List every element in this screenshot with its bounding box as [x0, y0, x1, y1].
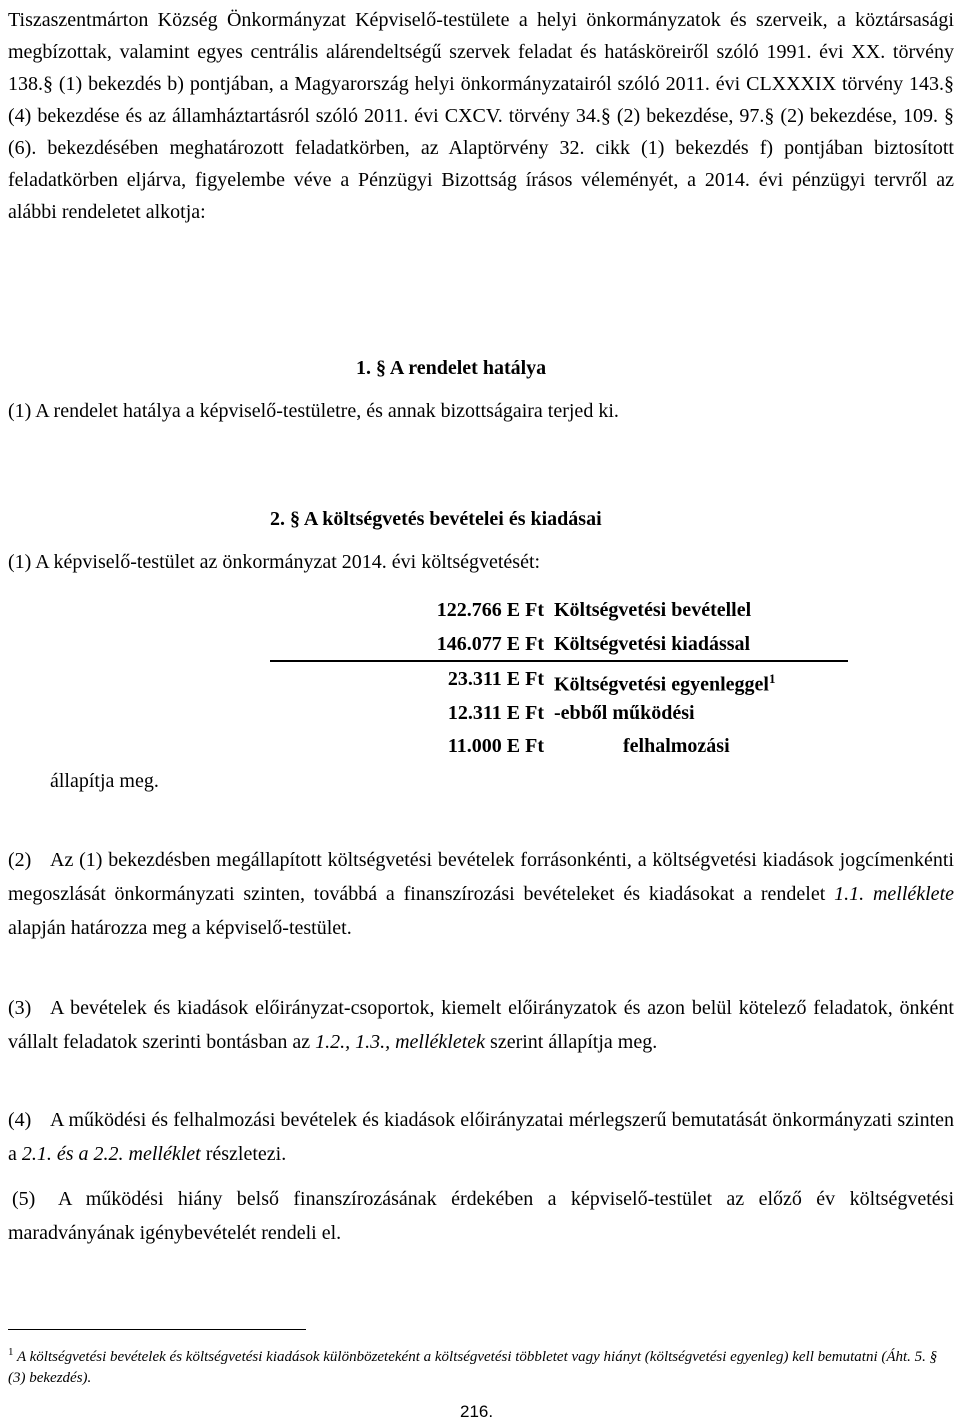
budget-row: [396, 698, 841, 728]
paragraph-text: szerint állapítja meg.: [485, 1031, 658, 1053]
budget-description: -ebből működési: [554, 702, 695, 724]
paragraph-text: alapján határozza meg a képviselő-testület.: [8, 917, 352, 939]
paragraph-number: (3): [8, 997, 32, 1019]
section-2-paragraph-1: (1) A képviselő-testület az önkormányzat 2014. évi költségvetését:: [8, 551, 541, 573]
budget-row: [396, 731, 841, 761]
paragraph-reference: 2.1. és a 2.2. melléklet: [21, 1143, 201, 1165]
preamble-paragraph: Tiszaszentmárton Község Önkormányzat Képviselő-testülete a helyi önkormányzatok és szerveik, a köztársasági megbízottak, valamint egyes centrális alárendeltségű szervek feladat és hatásköreiről szóló 1991. évi XX. törvény 138.§ (1) bekezdés b) pontjában, a Magyarország helyi önkormányzatairól szóló 2011. évi CLXXXIX törvény 143.§ (4) bekezdése és az államháztartásról szóló 2011. évi CXCV. törvény 34.§ (2) bekezdése, 97.§ (2) bekezdése, 109. § (6). bekezdésében meghatározott feladatkörben, az Alaptörvény 32. cikk (1) bekezdés f) pontjában biztosított feladatkörben eljárva, figyelembe véve a Pénzügyi Bizottság írásos véleményét, a 2014. évi pénzügyi tervről az alábbi rendeletet alkotja:: [8, 9, 954, 223]
budget-row: [396, 595, 841, 625]
section-2-paragraph-5: [8, 1182, 954, 1250]
budget-row: [396, 664, 851, 694]
budget-description: [554, 664, 775, 700]
budget-description: Költségvetési bevétellel: [554, 599, 752, 621]
footnote-text: A költségvetési bevételek és költségvetési kiadások különbözeteként a költségvetési többletet vagy hiányt (költségvetési egyenleg) kell bemutatni (Áht. 5. § (3) bekezdés).: [8, 1349, 938, 1386]
page-number: 216.: [460, 1402, 494, 1421]
sum-rule: [270, 660, 848, 662]
budget-description-text: Költségvetési egyenleggel: [554, 673, 769, 696]
paragraph-reference: 1.2., 1.3., mellékletek: [315, 1031, 486, 1053]
footnote-mark: 1: [8, 1346, 14, 1358]
paragraph-text: A működési hiány belső finanszírozásának érdekében a képviselő-testület az előző év költségvetési maradványának igénybevételét rendeli el.: [8, 1188, 954, 1244]
section-2-paragraph-3: [8, 991, 954, 1059]
paragraph-text: részletezi.: [200, 1143, 287, 1165]
paragraph-number: (5): [12, 1188, 36, 1210]
footnote-separator: [8, 1329, 306, 1330]
budget-amount: 146.077 E Ft: [436, 633, 544, 655]
section-2-paragraph-4: [8, 1103, 954, 1171]
budget-amount: 122.766 E Ft: [436, 599, 544, 621]
section-1-title: 1. § A rendelet hatálya: [356, 357, 547, 379]
paragraph-reference: 1.1. melléklete: [834, 883, 954, 905]
paragraph-text: A működési és felhalmozási bevételek és kiadások előirányzatai mérlegszerű bemutatását önkormányzati szinten a: [8, 1109, 954, 1165]
budget-amount: 11.000 E Ft: [447, 735, 544, 757]
budget-description: felhalmozási: [623, 735, 730, 757]
section-2-paragraph-2: [8, 843, 954, 945]
paragraph-number: (4): [8, 1109, 32, 1131]
paragraph-text: Az (1) bekezdésben megállapított költségvetési bevételek forrásonkénti, a költségvetési kiadások jogcímenkénti megoszlását önkormányzati szinten, továbbá a finanszírozási bevételeket és kiadásokat a rendelet: [8, 849, 954, 905]
budget-amount: 23.311 E Ft: [447, 668, 544, 690]
budget-description: Költségvetési kiadással: [554, 633, 751, 655]
footnote: [8, 1342, 954, 1389]
budget-row: [396, 629, 841, 659]
paragraph-text: A bevételek és kiadások előirányzat-csoportok, kiemelt előirányzatok és azon belül kötelező feladatok, önként vállalt feladatok szerinti bontásban az: [8, 997, 954, 1053]
section-1-paragraph-1: (1) A rendelet hatálya a képviselő-testületre, és annak bizottságaira terjed ki.: [8, 400, 619, 422]
section-2-closing: állapítja meg.: [50, 770, 159, 792]
budget-amount: 12.311 E Ft: [447, 702, 544, 724]
section-2-title: 2. § A költségvetés bevételei és kiadásai: [270, 508, 602, 530]
footnote-reference: 1: [768, 671, 776, 686]
paragraph-number: (2): [8, 849, 32, 871]
